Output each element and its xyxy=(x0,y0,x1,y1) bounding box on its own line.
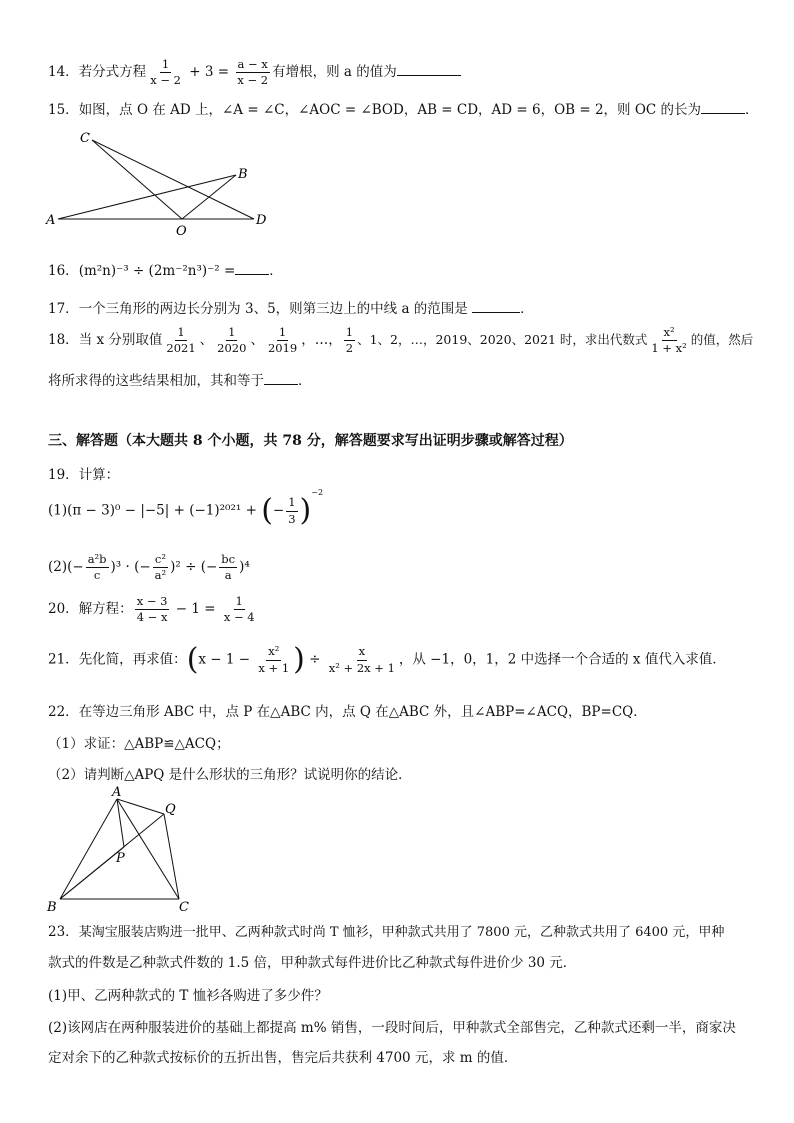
fraction: $\frac{bc}{a}$ xyxy=(221,552,236,583)
punctuation: ． xyxy=(269,263,283,279)
question-text: ，从 −1，0，1，2 中选择一个合适的 x 值代入求值． xyxy=(398,651,726,668)
question-text: 计算： xyxy=(78,467,120,483)
fraction: $\frac{1}{2020}$ xyxy=(217,325,247,356)
question-text: 在等边三角形 ABC 中，点 P 在△ABC 内，点 Q 在△ABC 外，且∠ABP=∠ACQ，BP=CQ． xyxy=(78,704,647,720)
question-22 xyxy=(48,700,754,720)
question-text: 若分式方程 xyxy=(78,64,147,81)
math-expression: )² ÷ (− xyxy=(170,559,218,576)
question-number: 15． xyxy=(48,102,79,118)
fraction: $\frac{x - 3}{4 - x}$ xyxy=(136,594,168,625)
punctuation: ． xyxy=(298,373,312,389)
question-number: 14． xyxy=(48,64,79,81)
question-22-part2: （2）请判断△APQ 是什么形状的三角形？试说明你的结论． xyxy=(48,767,412,783)
point-label-p: P xyxy=(116,851,125,866)
question-20 xyxy=(48,595,754,624)
question-19-part2 xyxy=(48,553,754,582)
question-number: 21． xyxy=(48,651,79,668)
question-number: 20． xyxy=(48,601,79,618)
fraction: $\frac{1}{x - 4}$ xyxy=(223,594,255,625)
math-expression: (1)(π − 3)⁰ − |−5| + (−1)²⁰²¹ + xyxy=(48,502,262,519)
question-19-part1: (1)(π − 3)⁰ − |−5| + (−1)²⁰²¹ + (− $\frac{1}{3}$ )$^{-2}$ xyxy=(48,488,324,528)
question-23-part1: (1)甲、乙两种款式的 T 恤衫各购进了多少件？ xyxy=(48,988,328,1004)
question-17 xyxy=(48,297,754,317)
question-number: 22． xyxy=(48,704,79,720)
question-text: 如图，点 O 在 AD 上，∠A = ∠C，∠AOC = ∠BOD，AB = CD，AD = 6，OB = 2，则 OC 的长为 xyxy=(78,102,702,118)
point-label-a: A xyxy=(46,213,56,228)
fraction: $\frac{x}{\text{x² + 2x + 1}}$ xyxy=(328,644,395,675)
equation-text: + 3 = xyxy=(184,64,234,81)
question-number: 17． xyxy=(48,301,79,317)
question-text: 将所求得的这些结果相加，其和等于 xyxy=(48,373,264,389)
math-expression: (m²n)⁻³ ÷ (2m⁻²n³)⁻² = xyxy=(78,263,236,279)
fraction: $\frac{1}{3}$ xyxy=(288,495,296,526)
point-label-b: B xyxy=(238,167,248,182)
question-16 xyxy=(48,259,754,279)
fraction: $\frac{1}{x - 2}$ xyxy=(150,57,181,88)
question-14 xyxy=(48,58,754,87)
question-23-part2b: 定对余下的乙种款式按标价的五折出售，售完后共获利 4700 元，求 m 的值． xyxy=(48,1050,518,1066)
question-21: 21．先化简，再求值：(x − 1 − $\frac{\text{x²}}{x + 1}$ ) ÷ $\frac{x}{\text{x² + 2x + 1}}$ ，从 −1，0，1，2 中选择一个合适的 x 值代入求值． xyxy=(48,642,726,677)
fraction: $\frac{\text{x²}}{x + 1}$ xyxy=(258,644,290,675)
answer-blank xyxy=(235,274,269,275)
point-label-a: A xyxy=(112,785,122,800)
question-text: 一个三角形的两边长分别为 3、5，则第三边上的中线 a 的范围是 xyxy=(78,301,468,317)
fraction: $\frac{1}{2}$ xyxy=(345,325,354,356)
point-label-b: B xyxy=(47,900,57,914)
exponent: −2 xyxy=(311,488,324,497)
question-23-line2: 款式的件数是乙种款式件数的 1.5 倍，甲种款式每件进价比乙种款式每件进价少 30 元． xyxy=(48,955,577,971)
math-expression: )³ · (− xyxy=(110,559,151,576)
question-19 xyxy=(48,463,754,483)
section-title: 三、解答题（本大题共 8 个小题，共 78 分，解答题要求写出证明步骤或解答过程） xyxy=(48,433,573,449)
question-text: 当 x 分别取值 xyxy=(78,332,163,349)
question-23 xyxy=(48,920,754,940)
question-18: 18．当 x 分别取值 $\frac{1}{2021}$ 、 $\frac{1}{2020}$ 、 $\frac{1}{2019}$ ，…， $\frac{1}{2}$ 、1、2，…，2019、2020、2021 时，求出代数式 $\frac{\text{x²}}{\text{1 + x²}}$ 的值，然后 xyxy=(48,325,754,356)
fraction: $\frac{a - x}{x - 2}$ xyxy=(237,57,269,88)
answer-blank xyxy=(397,75,461,76)
math-expression: ÷ xyxy=(304,651,325,668)
point-label-c: C xyxy=(179,900,189,914)
punctuation: ． xyxy=(745,102,759,118)
ellipsis: ，…， xyxy=(301,332,342,349)
fraction: $\frac{1}{2021}$ xyxy=(166,325,196,356)
question-18-line2 xyxy=(48,369,754,389)
point-label-c: C xyxy=(80,131,90,146)
question-text: 、1、2，…，2019、2020、2021 时，求出代数式 xyxy=(357,332,648,348)
point-label-d: D xyxy=(256,213,267,228)
fraction: $\frac{\text{a²b}}{c}$ xyxy=(87,552,107,583)
punctuation: ． xyxy=(520,301,534,317)
answer-blank xyxy=(472,312,520,313)
figure-equilateral-triangle xyxy=(44,784,204,914)
question-text: 解方程： xyxy=(78,601,133,618)
math-expression: )⁴ xyxy=(239,559,250,576)
question-number: 16． xyxy=(48,263,79,279)
fraction: $\frac{\text{c²}}{\text{a²}}$ xyxy=(154,552,167,583)
question-number: 18． xyxy=(48,332,79,349)
point-label-o: O xyxy=(176,224,187,238)
question-23-part2a: (2)该网店在两种服装进价的基础上都提高 m% 销售，一段时间后，甲种款式全部售完，乙种款式还剩一半，商家决 xyxy=(48,1020,736,1036)
question-number: 19． xyxy=(48,467,79,483)
question-22-part1: （1）求证：△ABP≌△ACQ； xyxy=(48,736,230,752)
fraction: $\frac{1}{2019}$ xyxy=(267,325,298,356)
answer-blank xyxy=(264,384,298,385)
fraction: $\frac{\text{x²}}{\text{1 + x²}}$ xyxy=(651,325,687,356)
answer-blank xyxy=(701,113,745,114)
point-label-q: Q xyxy=(165,802,176,817)
question-text: 先化简，再求值： xyxy=(78,651,187,668)
question-text: 的值，然后 xyxy=(690,332,754,348)
equation-text: − 1 = xyxy=(171,601,220,618)
figure-triangles-aocbd xyxy=(44,128,284,238)
question-text: 某淘宝服装店购进一批甲、乙两种款式时尚 T 恤衫，甲种款式共用了 7800 元，乙种款式共用了 6400 元，甲种 xyxy=(78,925,725,940)
question-text: 有增根，则 a 的值为 xyxy=(272,64,397,81)
math-expression: x − 1 − xyxy=(198,651,255,668)
math-expression: (2)(− xyxy=(48,559,84,576)
question-15 xyxy=(48,98,759,118)
question-number: 23． xyxy=(48,924,79,940)
